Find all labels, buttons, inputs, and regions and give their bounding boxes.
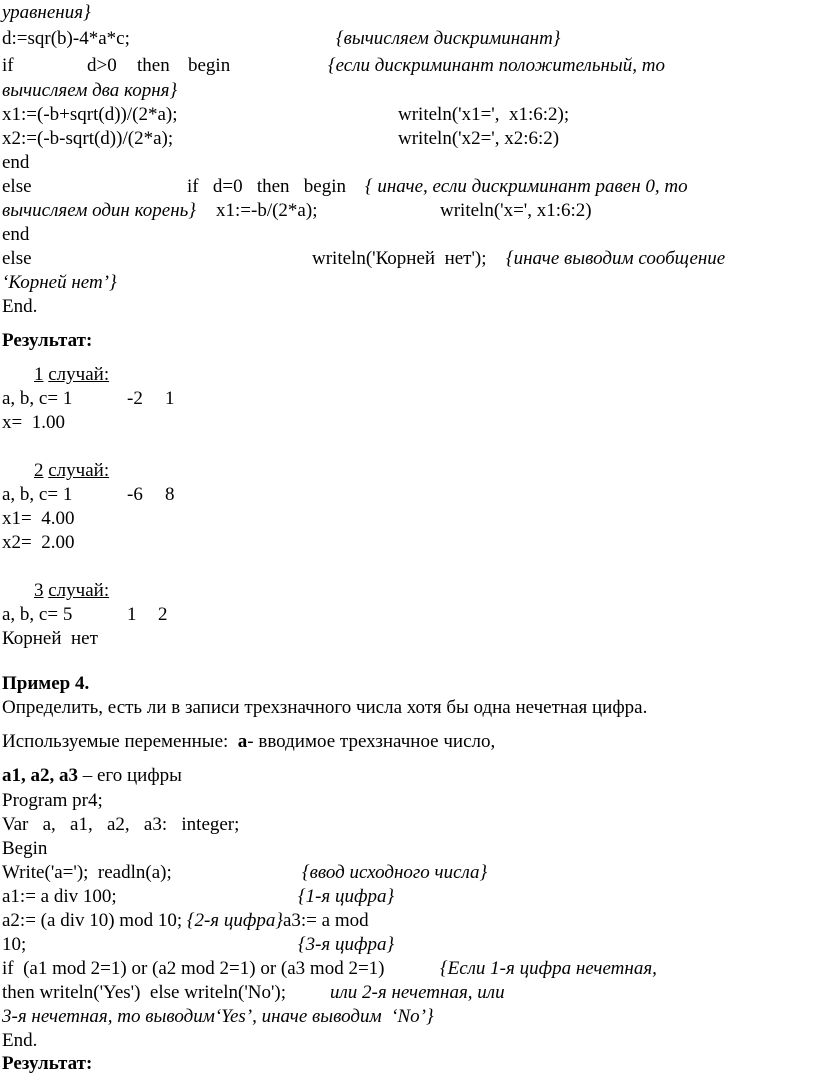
case-number: 3 (34, 580, 44, 601)
case-input: a, b, c= 1 (2, 388, 73, 409)
case-label: случай: (48, 364, 110, 385)
code-comment: вычисляем один корень} (2, 200, 196, 221)
case-output: x= 1.00 (2, 412, 65, 433)
code-line: Program pr4; (2, 790, 103, 811)
case-input-b: 1 (127, 604, 137, 625)
case-number: 1 (34, 364, 44, 385)
code-line: a1:= a div 100; (2, 886, 117, 907)
case-input-c: 8 (165, 484, 175, 505)
code-line: writeln('x=', x1:6:2) (440, 200, 592, 221)
case-heading (34, 364, 109, 386)
case-output: Корней нет (2, 628, 98, 649)
example-task: Определить, есть ли в записи трехзначного числа хотя бы одна нечетная цифра. (2, 697, 648, 718)
variables-prefix: Используемые переменные: (2, 731, 229, 752)
code-comment: {3-я цифра} (298, 934, 395, 955)
code-keyword: then (137, 55, 170, 76)
code-line: x1:=-b/(2*a); (216, 200, 318, 221)
code-part: a2:= (a div 10) mod 10; (2, 910, 183, 931)
case-heading (34, 460, 109, 482)
code-line: if d=0 then begin (187, 176, 346, 197)
code-line: writeln('Корней нет'); (312, 248, 487, 269)
code-line: 10; (2, 934, 27, 955)
code-comment: {если дискриминант положительный, то (328, 55, 665, 76)
code-line: x1:=(-b+sqrt(d))/(2*a); (2, 104, 178, 125)
case-output: x1= 4.00 (2, 508, 75, 529)
case-input-b: -2 (127, 388, 143, 409)
code-line: d>0 (87, 55, 117, 76)
variable-a: а (237, 731, 248, 752)
variables-description: - вводимое трехзначное число, (247, 731, 496, 752)
case-input-b: -6 (127, 484, 143, 505)
code-comment: {1-я цифра} (298, 886, 395, 907)
code-line: writeln('x2=', x2:6:2) (398, 128, 560, 149)
code-line: d:=sqr(b)-4*a*c; (2, 28, 130, 49)
code-comment: {ввод исходного числа} (302, 862, 488, 883)
code-keyword: else (2, 248, 32, 269)
code-line: Write('a='); readln(a); (2, 862, 172, 883)
code-line (2, 910, 369, 932)
code-line: x2:=(-b-sqrt(d))/(2*a); (2, 128, 174, 149)
digits-description: – его цифры (78, 765, 182, 786)
code-line: End. (2, 296, 38, 317)
variables-line (2, 731, 495, 753)
code-line: end (2, 224, 30, 245)
code-keyword: else (2, 176, 32, 197)
result-heading: Результат: (2, 1053, 93, 1074)
example-title: Пример 4. (2, 673, 90, 694)
code-comment: вычисляем два корня} (2, 80, 178, 101)
code-line: Begin (2, 838, 48, 859)
code-keyword: begin (188, 55, 231, 76)
code-line: then writeln('Yes') else writeln('No'); (2, 982, 287, 1003)
case-label: случай: (48, 460, 110, 481)
code-comment: { иначе, если дискриминант равен 0, то (365, 176, 688, 197)
code-line: end (2, 152, 30, 173)
code-comment: {вычисляем дискриминант} (336, 28, 561, 49)
case-label: случай: (48, 580, 110, 601)
code-comment: {иначе выводим сообщение (506, 248, 726, 269)
case-input: a, b, c= 5 (2, 604, 73, 625)
digit-variables: а1, а2, а3 (2, 765, 78, 786)
code-comment: ‘Корней нет’} (2, 272, 117, 293)
case-number: 2 (34, 460, 44, 481)
case-input-c: 2 (158, 604, 168, 625)
code-line: End. (2, 1030, 38, 1051)
code-line: Var a, a1, a2, a3: integer; (2, 814, 240, 835)
code-comment: 3-я нечетная, то выводим‘Yes’, иначе выводим ‘No’} (2, 1006, 434, 1027)
code-comment: уравнения} (2, 2, 91, 23)
code-comment: {Если 1-я цифра нечетная, (440, 958, 657, 979)
code-part: a3:= a mod (282, 910, 369, 931)
digits-line (2, 765, 182, 787)
result-heading: Результат: (2, 330, 93, 351)
case-heading (34, 580, 109, 602)
code-line: writeln('x1=', x1:6:2); (398, 104, 570, 125)
case-output: x2= 2.00 (2, 532, 75, 553)
case-input-c: 1 (165, 388, 175, 409)
code-comment: {2-я цифра} (186, 910, 283, 931)
case-input: a, b, c= 1 (2, 484, 73, 505)
code-line: if (a1 mod 2=1) or (a2 mod 2=1) or (a3 mod 2=1) (2, 958, 385, 979)
code-keyword: if (2, 55, 14, 76)
code-comment: или 2-я нечетная, или (330, 982, 505, 1003)
